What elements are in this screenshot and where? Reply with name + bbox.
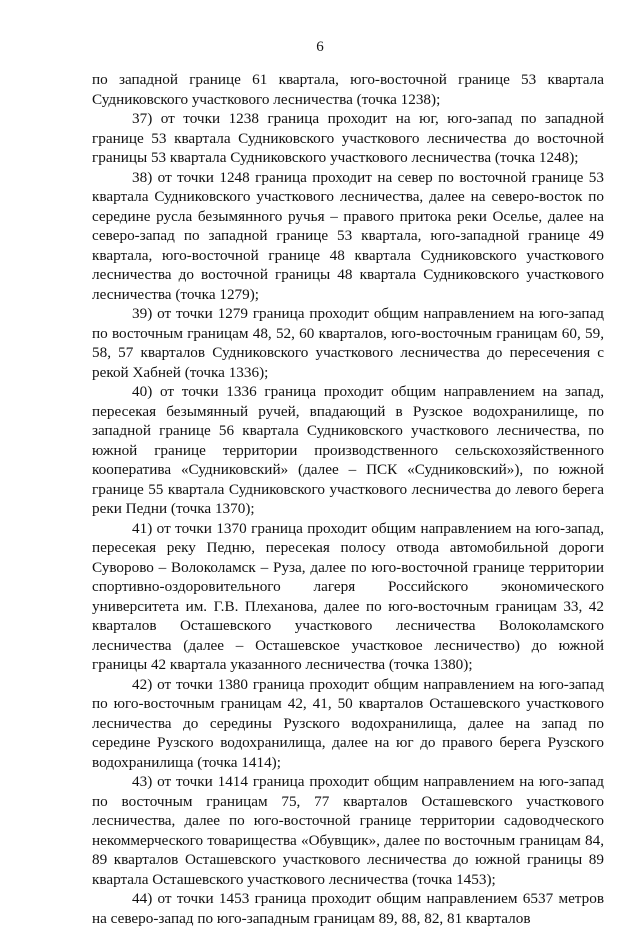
paragraph-continuation: по западной границе 61 квартала, юго-восточной границе 53 квартала Судниковского участкового лесничества (точка 1238); (92, 71, 604, 108)
paragraph-44: 44) от точки 1453 граница проходит общим направлением 6537 метров на северо-запад по юго-западным границам 89, 88, 82, 81 кварталов (92, 890, 604, 927)
paragraph-37: 37) от точки 1238 граница проходит на юг, юго-запад по западной границе 53 квартала Судниковского участкового лесничества до восточной границы 53 квартала Судниковского участкового лесничества (точка 1248); (92, 110, 604, 166)
paragraph-40: 40) от точки 1336 граница проходит общим направлением на запад, пересекая безымянный ручей, впадающий в Рузское водохранилище, по западной границе 56 квартала Судниковского участкового лесничества, по южной границе территории производственного сельскохозяйственного кооператива «Судниковский» (далее – ПСК «Судниковский»), по южной границе 55 квартала Судниковского участкового лесничества до левого берега реки Педни (точка 1370); (92, 383, 604, 517)
paragraph-43: 43) от точки 1414 граница проходит общим направлением на юго-запад по восточным границам 75, 77 кварталов Осташевского участкового лесничества, далее по юго-восточной границе территории садоводческого некоммерческого товарищества «Обувщик», далее по восточным границам 84, 89 кварталов Осташевского участкового лесничества до южной границы 89 квартала Осташевского участкового лесничества (точка 1453); (92, 773, 604, 888)
paragraph-38: 38) от точки 1248 граница проходит на север по восточной границе 53 квартала Судниковского участкового лесничества, далее на северо-восток по середине русла безымянного ручья – правого притока реки Осельe, далее на северо-запад по западной границе 53 квартала, юго-западной границе 49 квартала, юго-восточной границе 48 квартала Судниковского участкового лесничества до восточной границы 48 квартала Судниковского участкового лесничества (точка 1279); (92, 168, 604, 303)
document-body (92, 70, 604, 928)
paragraph-39: 39) от точки 1279 граница проходит общим направлением на юго-запад по восточным границам 48, 52, 60 кварталов, юго-восточным границам 60, 59, 58, 57 кварталов Судниковского участкового лесничества до пересечения с рекой Хабней (точка 1336); (92, 305, 604, 381)
page-number: 6 (316, 39, 324, 55)
paragraph-41: 41) от точки 1370 граница проходит общим направлением на юго-запад, пересекая реку Педню, пересекая полосу отвода автомобильной дороги Суворово – Волоколамск – Руза, далее по юго-восточной границе территории спортивно-оздоровительного лагеря Российского экономического университета им. Г.В. Плеханова, далее по юго-восточным границам 33, 42 кварталов Осташевского участкового лесничества Волоколамского лесничества (далее – Осташевское участковое лесничество) до южной границы 42 квартала указанного лесничества (точка 1380); (92, 519, 604, 673)
paragraph-42: 42) от точки 1380 граница проходит общим направлением на юго-запад по юго-восточным границам 42, 41, 50 кварталов Осташевского участкового лесничества до середины Рузского водохранилища, далее на запад по середине Рузского водохранилища, далее на юг до правого берега Рузского водохранилища (точка 1414); (92, 675, 604, 771)
